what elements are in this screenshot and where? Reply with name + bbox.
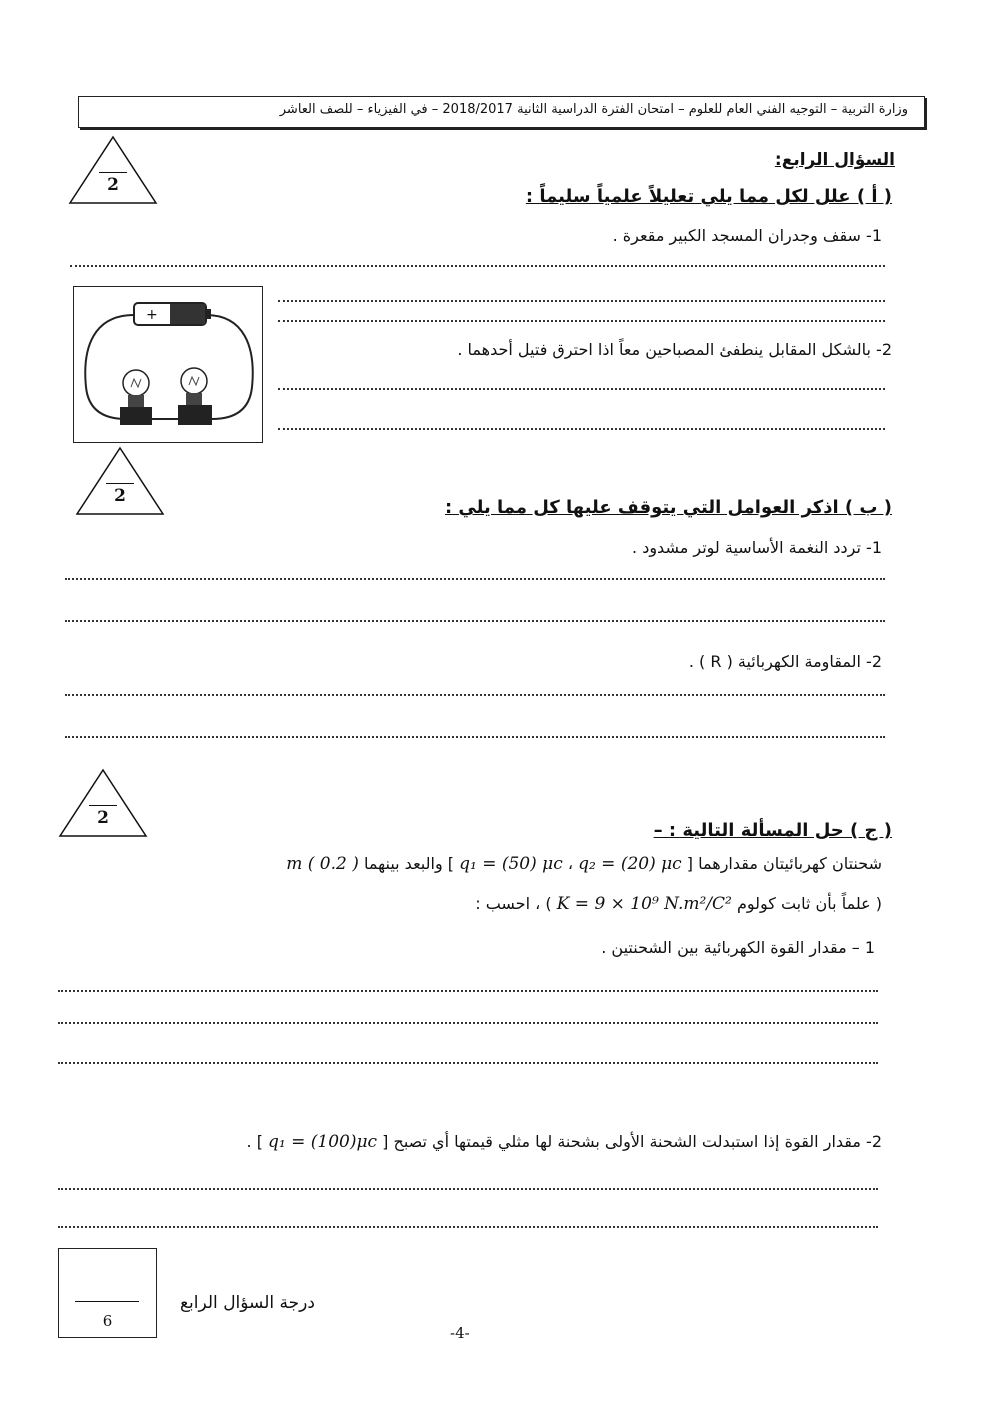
page-number: -4- [450, 1324, 470, 1342]
exam-header [78, 96, 925, 128]
question-title: السؤال الرابع: [774, 150, 895, 170]
part-c-item-2-text: 2- مقدار القوة إذا استبدلت الشحنة الأولى بشحنة لها مثلي قيمتها أي تصبح [ [382, 1132, 882, 1151]
answer-line[interactable] [65, 736, 885, 738]
answer-line[interactable] [58, 1226, 878, 1228]
circuit-figure [73, 286, 263, 443]
exam-header-text: وزارة التربية – التوجيه الفني العام للعلوم – امتحان الفترة الدراسية الثانية 2018/2017 – في الفيزياء – للصف العاشر [279, 102, 908, 117]
score-triangle-b [75, 446, 165, 516]
charge-q1: q₁ = (50) μc [459, 854, 563, 874]
score-c: 2 [97, 808, 109, 828]
answer-line[interactable] [65, 694, 885, 696]
total-score-label: درجة السؤال الرابع [180, 1293, 315, 1313]
answer-line[interactable] [65, 620, 885, 622]
part-b-item-1: 1- تردد النغمة الأساسية لوتر مشدود . [632, 538, 882, 557]
statement-1-end: ] والبعد بينهما [363, 854, 454, 873]
score-a: 2 [107, 175, 119, 195]
part-a-item-1: 1- سقف وجدران المسجد الكبير مقعرة . [612, 226, 882, 245]
part-c-item-2 [122, 1132, 882, 1152]
answer-line[interactable] [70, 265, 885, 267]
answer-line[interactable] [65, 578, 885, 580]
answer-line[interactable] [278, 428, 885, 430]
answer-line[interactable] [58, 1188, 878, 1190]
answer-line[interactable] [278, 388, 885, 390]
statement-1-text: شحنتان كهربائيتان مقدارهما [ [686, 854, 882, 873]
new-charge-q1: q₁ = (100)μc [268, 1132, 378, 1152]
total-score-box [58, 1248, 157, 1338]
score-b: 2 [114, 486, 126, 506]
answer-line[interactable] [58, 990, 878, 992]
score-triangle-a [68, 135, 158, 205]
part-c-item-2-end: ] . [246, 1132, 263, 1151]
answer-line[interactable] [278, 300, 885, 302]
answer-line[interactable] [278, 320, 885, 322]
part-b-item-2: 2- المقاومة الكهربائية ( R ) . [688, 652, 882, 671]
statement-2-end: ) ، احسب : [475, 894, 552, 913]
total-score: 6 [102, 1312, 113, 1330]
part-a-heading: ( أ ) علل لكل مما يلي تعليلاً علمياً سليماً : [525, 186, 892, 207]
part-c-item-1: 1 – مقدار القوة الكهربائية بين الشحنتين . [601, 938, 875, 957]
problem-statement-line-2 [142, 894, 882, 914]
charge-q2: q₂ = (20) μc [578, 854, 682, 874]
answer-line[interactable] [58, 1022, 878, 1024]
separator: ، [567, 854, 573, 873]
problem-statement-line-1 [142, 854, 882, 874]
statement-2-text: ( علماً بأن ثابت كولوم [736, 894, 882, 913]
coulomb-constant: K = 9 × 10⁹ N.m²/C² [556, 894, 732, 914]
part-c-heading: ( ج ) حل المسألة التالية : – [653, 820, 892, 841]
series-circuit-illustration [74, 287, 262, 442]
part-b-heading: ( ب ) اذكر العوامل التي يتوقف عليها كل مما يلي : [444, 497, 892, 518]
distance-value: ( 0.2 ) m [286, 854, 359, 874]
answer-line[interactable] [58, 1062, 878, 1064]
part-a-item-2: 2- بالشكل المقابل ينطفئ المصباحين معاً اذا احترق فتيل أحدهما . [457, 340, 892, 359]
battery-plus-sign: + [146, 307, 158, 323]
score-triangle-c [58, 768, 148, 838]
